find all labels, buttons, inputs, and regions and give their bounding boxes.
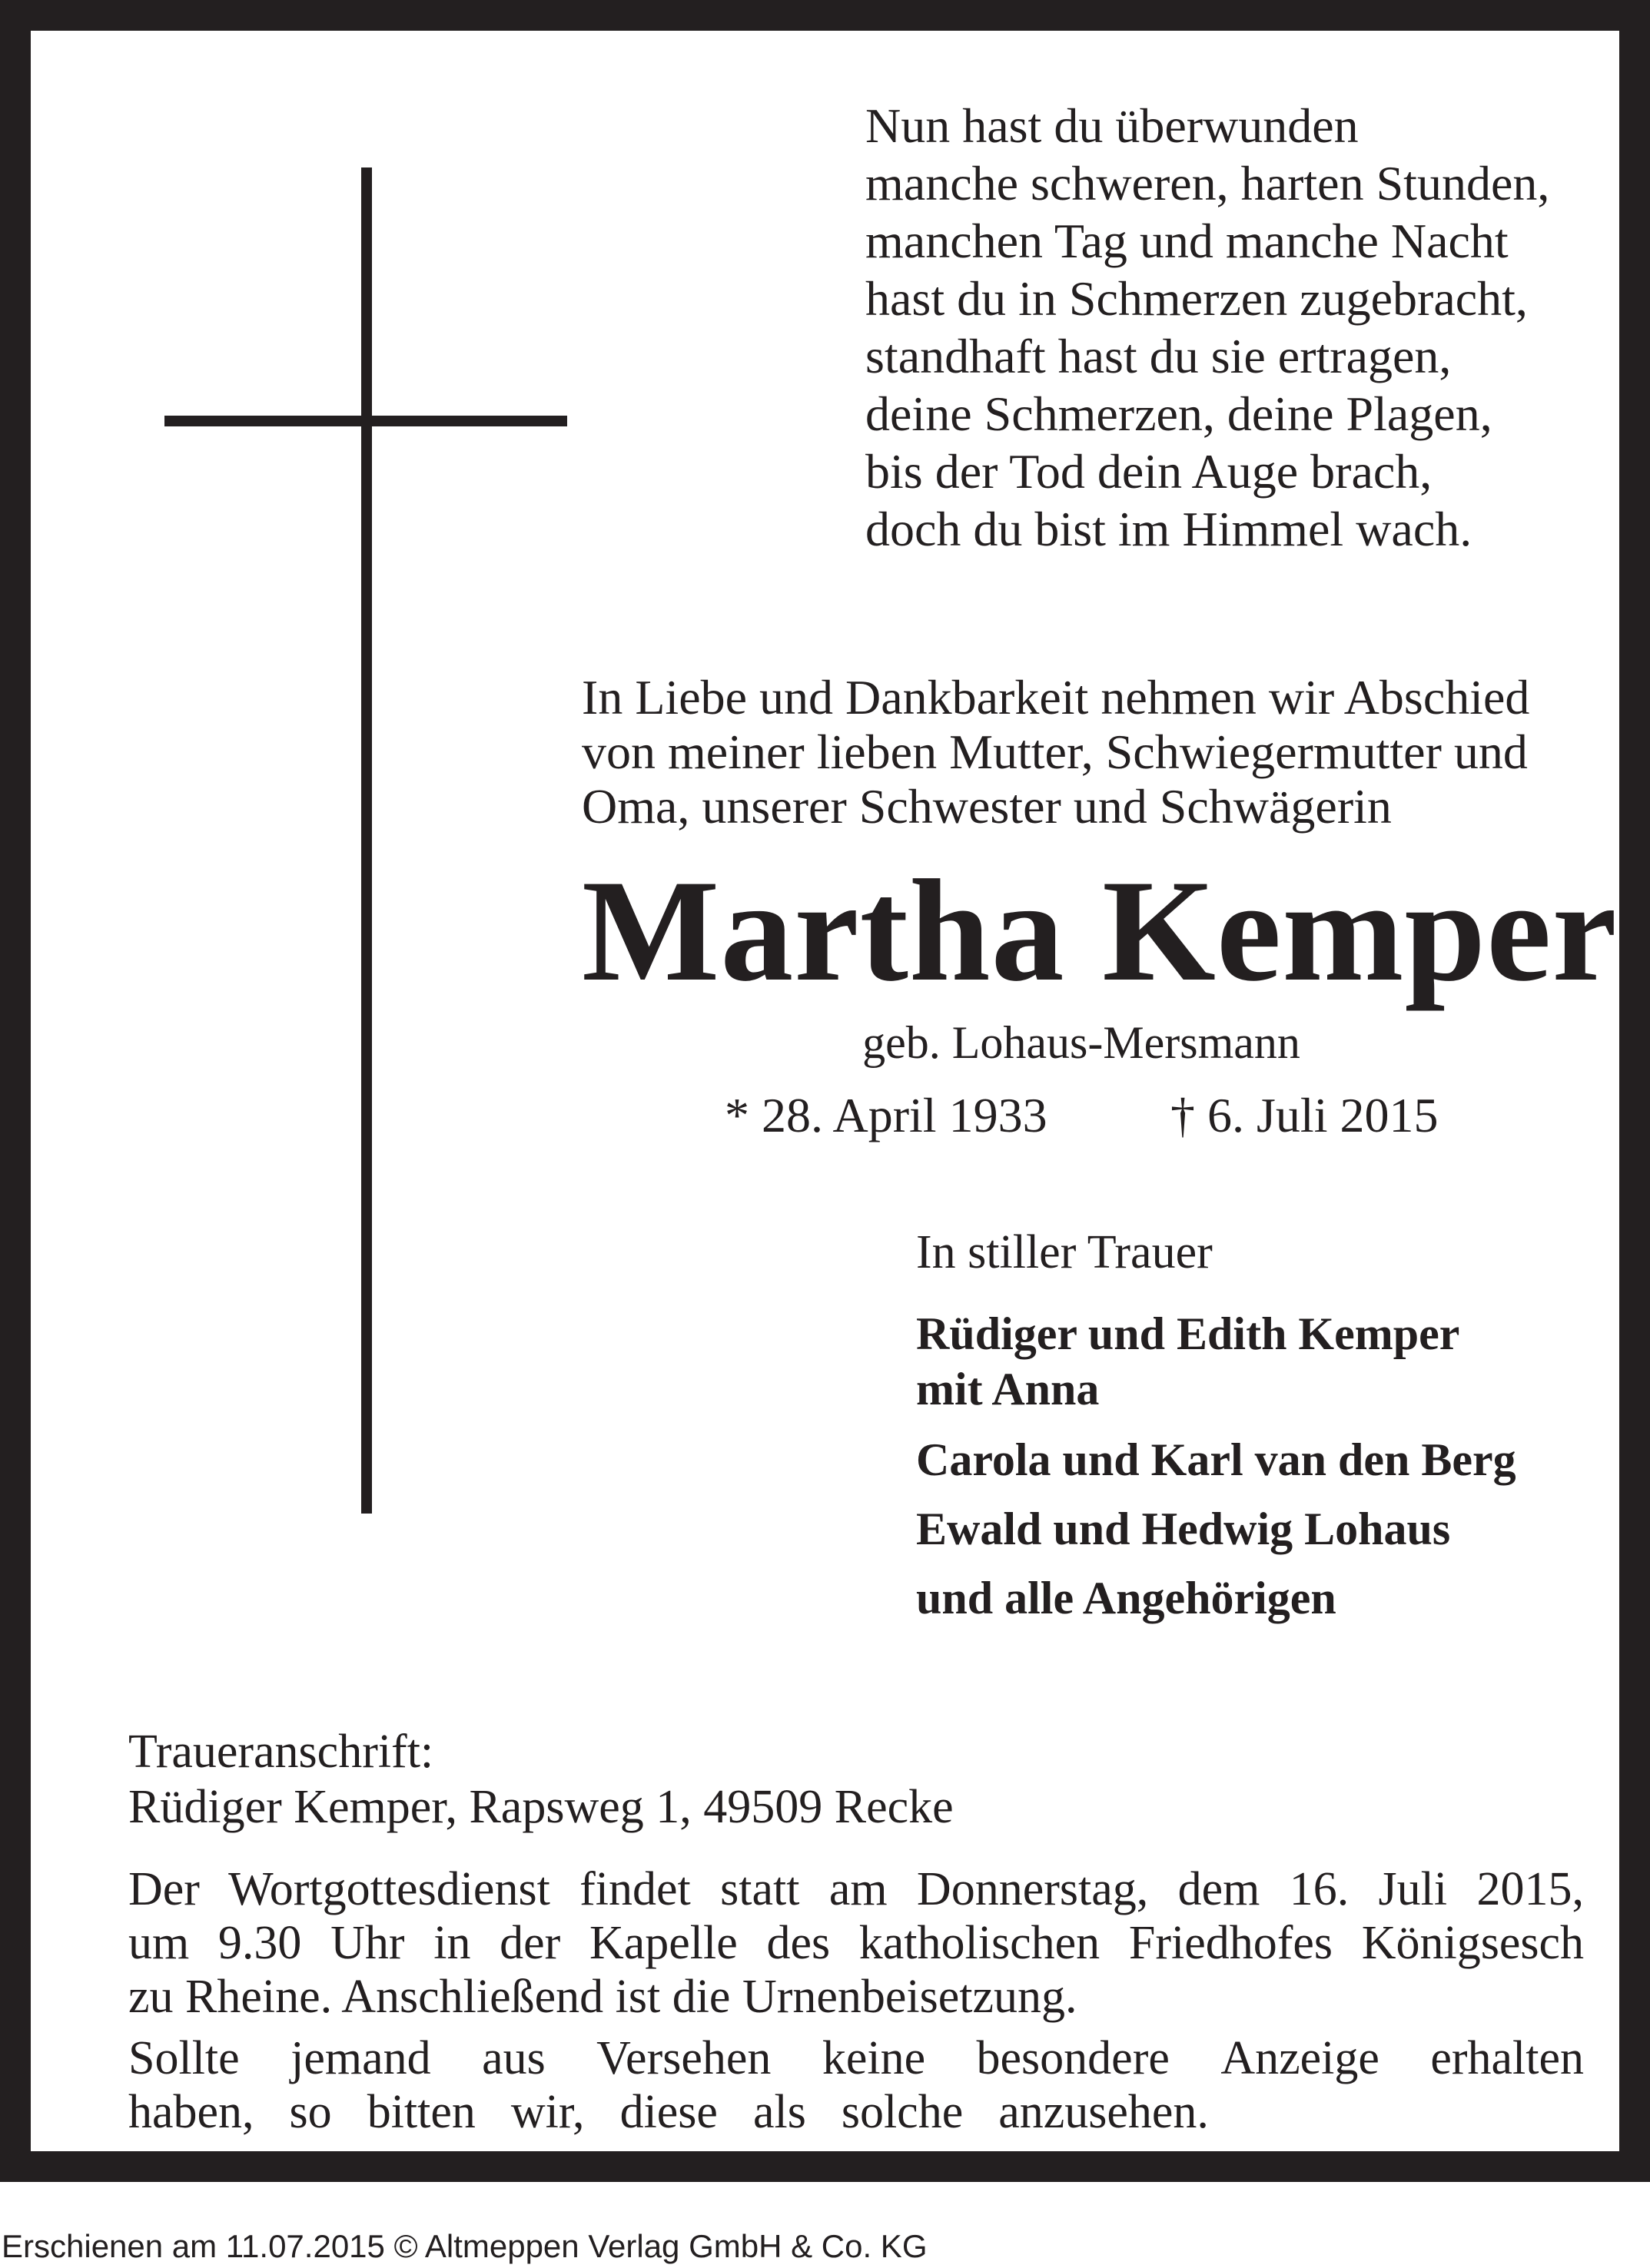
notice-word: Sollte <box>128 2032 240 2084</box>
address-label: Traueranschrift: <box>128 1726 434 1778</box>
service-line: Der Wortgottesdienst findet statt am Donnerstag, dem 16. Juli 2015, <box>128 1863 1584 1915</box>
notice-word: erhalten <box>1430 2032 1584 2084</box>
poem-line: manche schweren, harten Stunden, <box>865 156 1550 211</box>
intro-line: In Liebe und Dankbarkeit nehmen wir Abschied <box>582 670 1530 724</box>
notice-word: anzusehen. <box>998 2086 1209 2138</box>
notice-word: diese <box>619 2086 718 2138</box>
service-line: zu Rheine. Anschließend ist die Urnenbeisetzung. <box>128 1971 1077 2023</box>
notice-word: wir, <box>510 2086 585 2138</box>
notice-word: aus <box>482 2032 546 2084</box>
poem-line: Nun hast du überwunden <box>865 98 1359 153</box>
mourner-name: Ewald und Hedwig Lohaus <box>916 1504 1451 1554</box>
poem-line: standhaft hast du sie ertragen, <box>865 329 1452 383</box>
poem-line: deine Schmerzen, deine Plagen, <box>865 386 1492 441</box>
notice-word: bitten <box>367 2086 476 2138</box>
mourner-name: Carola und Karl van den Berg <box>916 1434 1516 1485</box>
intro-line: Oma, unserer Schwester und Schwägerin <box>582 779 1392 834</box>
notice-word: als <box>752 2086 806 2138</box>
notice-word: keine <box>822 2032 926 2084</box>
mourning-address <box>128 1724 954 1835</box>
notice-word: Versehen <box>596 2032 772 2084</box>
publication-footer: Erschienen am 11.07.2015 © Altmeppen Verlag GmbH & Co. KG <box>2 2228 928 2264</box>
cross-icon-vertical <box>361 167 372 1514</box>
maiden-name: geb. Lohaus-Mersmann <box>862 1017 1300 1068</box>
notice-word: Anzeige <box>1220 2032 1379 2084</box>
notice-word: jemand <box>290 2032 431 2084</box>
notice-line <box>128 2031 1584 2085</box>
birth-date: * 28. April 1933 <box>725 1088 1047 1142</box>
mourner-name: Rüdiger und Edith Kemper <box>916 1308 1460 1359</box>
address-value: Rüdiger Kemper, Rapsweg 1, 49509 Recke <box>128 1781 954 1833</box>
mourner-name: und alle Angehörigen <box>916 1573 1336 1623</box>
mourners-list <box>916 1306 1516 1626</box>
poem-line: bis der Tod dein Auge brach, <box>865 444 1433 499</box>
poem <box>865 97 1549 558</box>
poem-line: hast du in Schmerzen zugebracht, <box>865 271 1528 326</box>
notice-word: besondere <box>976 2032 1170 2084</box>
poem-line: doch du bist im Himmel wach. <box>865 502 1472 556</box>
mourning-heading: In stiller Trauer <box>916 1226 1213 1278</box>
poem-line: manchen Tag und manche Nacht <box>865 214 1509 268</box>
service-line: um 9.30 Uhr in der Kapelle des katholischen Friedhofes Königsesch <box>128 1917 1584 1969</box>
cross-icon-horizontal <box>164 416 567 426</box>
deceased-name: Martha Kemper <box>582 850 1618 1012</box>
notice-word: haben, <box>128 2086 254 2138</box>
notice-line <box>128 2085 1209 2139</box>
notice-text <box>128 2031 1584 2139</box>
intro-line: von meiner lieben Mutter, Schwiegermutter und <box>582 724 1528 779</box>
notice-word: solche <box>841 2086 964 2138</box>
farewell-intro <box>582 670 1529 834</box>
death-date: † 6. Juli 2015 <box>1170 1088 1439 1142</box>
mourner-name: mit Anna <box>916 1364 1100 1414</box>
notice-word: so <box>289 2086 332 2138</box>
service-info <box>128 1862 1584 2024</box>
